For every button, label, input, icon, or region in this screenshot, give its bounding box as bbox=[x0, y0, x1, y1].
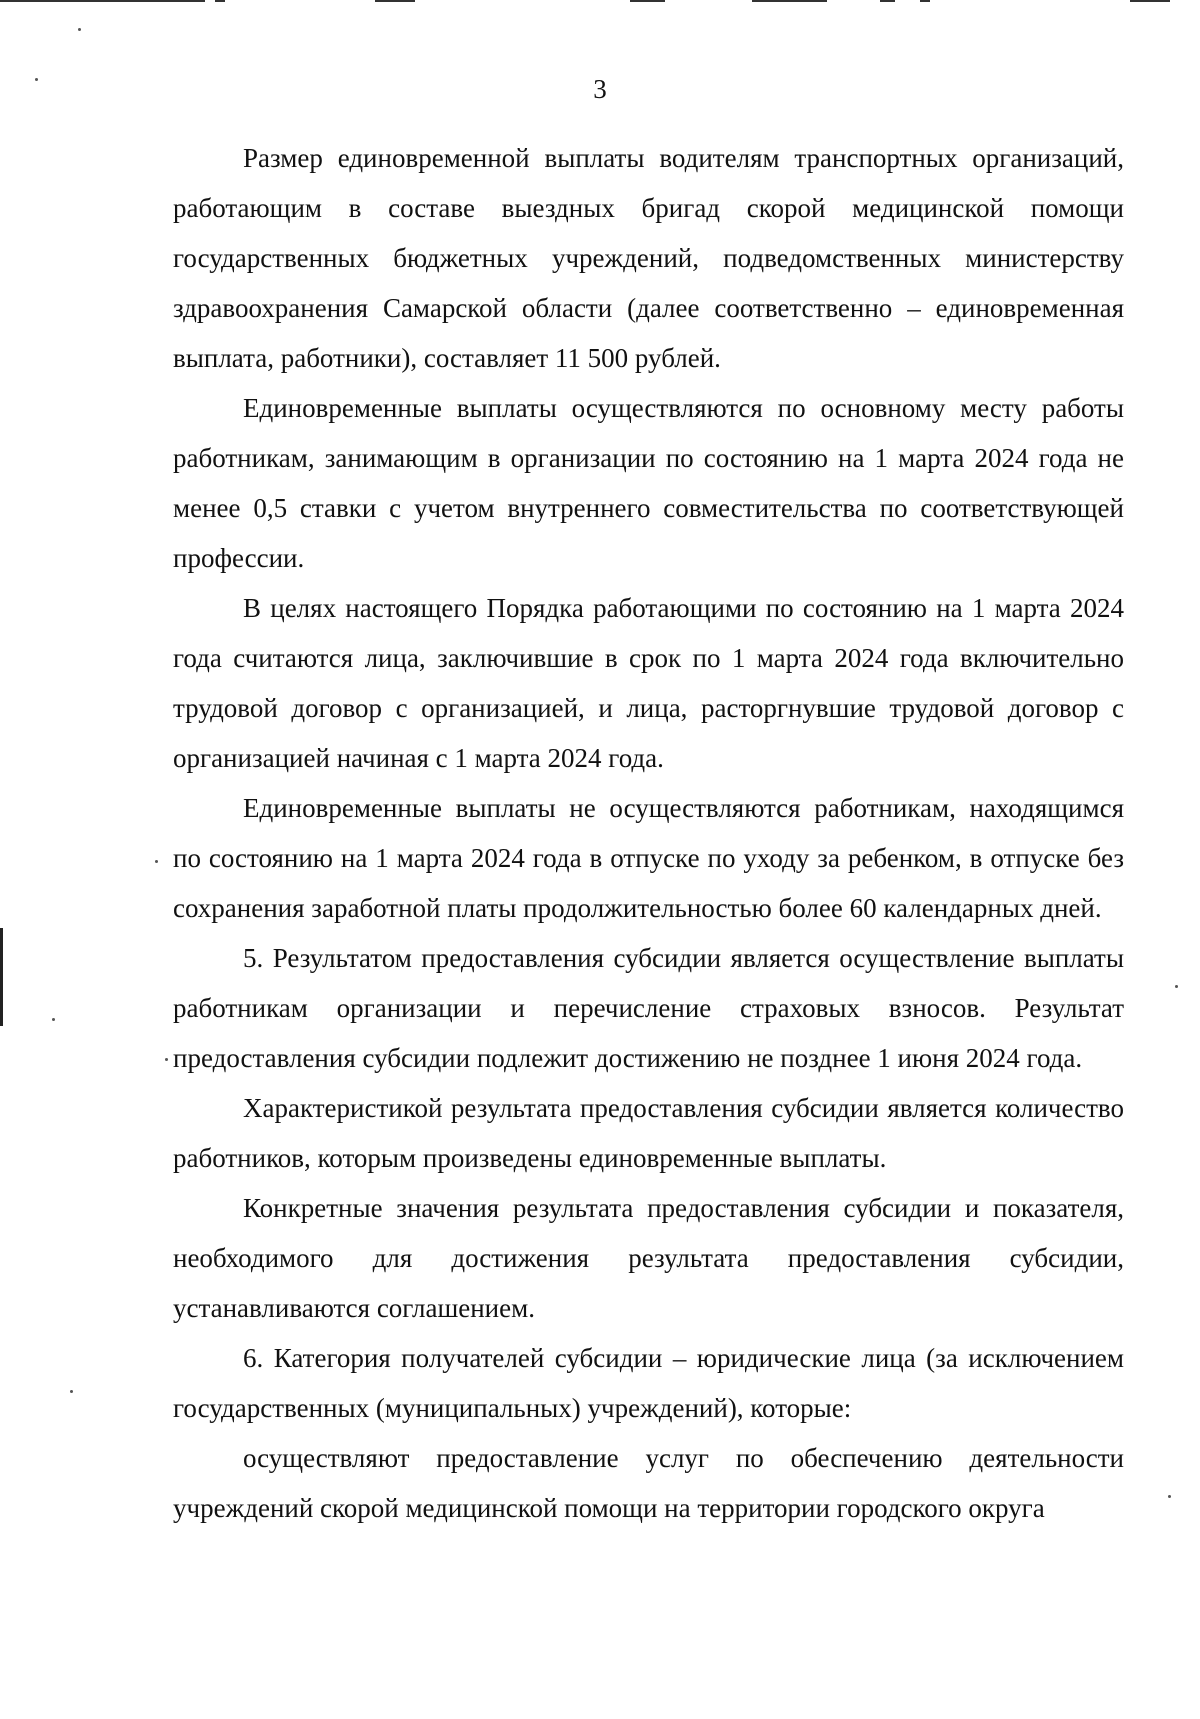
paragraph-specific-values: Конкретные значения результата предоставления субсидии и показателя, необходимого для достижения результата предоставления субсидии, устанавливаются соглашением. bbox=[173, 1193, 1124, 1323]
paragraph-recipient-services: осуществляют предоставление услуг по обеспечению деятельности учреждений скорой медицинской помощи на территории городского округа bbox=[173, 1443, 1124, 1523]
scan-top-edge bbox=[0, 0, 1200, 3]
paragraph-working-definition: В целях настоящего Порядка работающими по состоянию на 1 марта 2024 года считаются лица, заключившие в срок по 1 марта 2024 года включительно трудовой договор с организацией, и лица, расторгнувшие трудовой договор с организацией начиная с 1 марта 2024 года. bbox=[173, 593, 1124, 773]
paragraph-payment-place: Единовременные выплаты осуществляются по основному месту работы работникам, занимающим в организации по состоянию на 1 марта 2024 года не менее 0,5 ставки с учетом внутреннего совместительства по соответствующей профессии. bbox=[173, 393, 1124, 573]
paragraph-payment-amount: Размер единовременной выплаты водителям транспортных организаций, работающим в составе выездных бригад скорой медицинской помощи государственных бюджетных учреждений, подведомственных министерству здравоохранения Самарской области (далее соответственно – единовременная выплата, работники), составляет 11 500 рублей. bbox=[173, 143, 1124, 373]
scan-speck bbox=[1168, 1495, 1171, 1498]
page-number: 3 bbox=[593, 74, 607, 104]
scan-speck bbox=[155, 860, 158, 863]
paragraph-recipient-category: 6. Категория получателей субсидии – юридические лица (за исключением государственных (муниципальных) учреждений), которые: bbox=[173, 1343, 1124, 1423]
scan-speck bbox=[165, 1058, 168, 1061]
scan-speck bbox=[78, 28, 81, 31]
paragraph-result-characteristic: Характеристикой результата предоставления субсидии является количество работников, которым произведены единовременные выплаты. bbox=[173, 1093, 1124, 1173]
document-body bbox=[173, 133, 1124, 1533]
scan-speck bbox=[52, 1018, 55, 1021]
paragraph-subsidy-result: 5. Результатом предоставления субсидии является осуществление выплаты работникам организации и перечисление страховых взносов. Результат предоставления субсидии подлежит достижению не позднее 1 июня 2024 года. bbox=[173, 943, 1124, 1073]
scan-speck bbox=[1175, 985, 1178, 988]
scan-speck bbox=[70, 1390, 73, 1393]
scan-left-bar bbox=[0, 928, 3, 1026]
paragraph-payment-exclusions: Единовременные выплаты не осуществляются работникам, находящимся по состоянию на 1 марта 2024 года в отпуске по уходу за ребенком, в отпуске без сохранения заработной платы продолжительностью более 60 календарных дней. bbox=[173, 793, 1124, 923]
